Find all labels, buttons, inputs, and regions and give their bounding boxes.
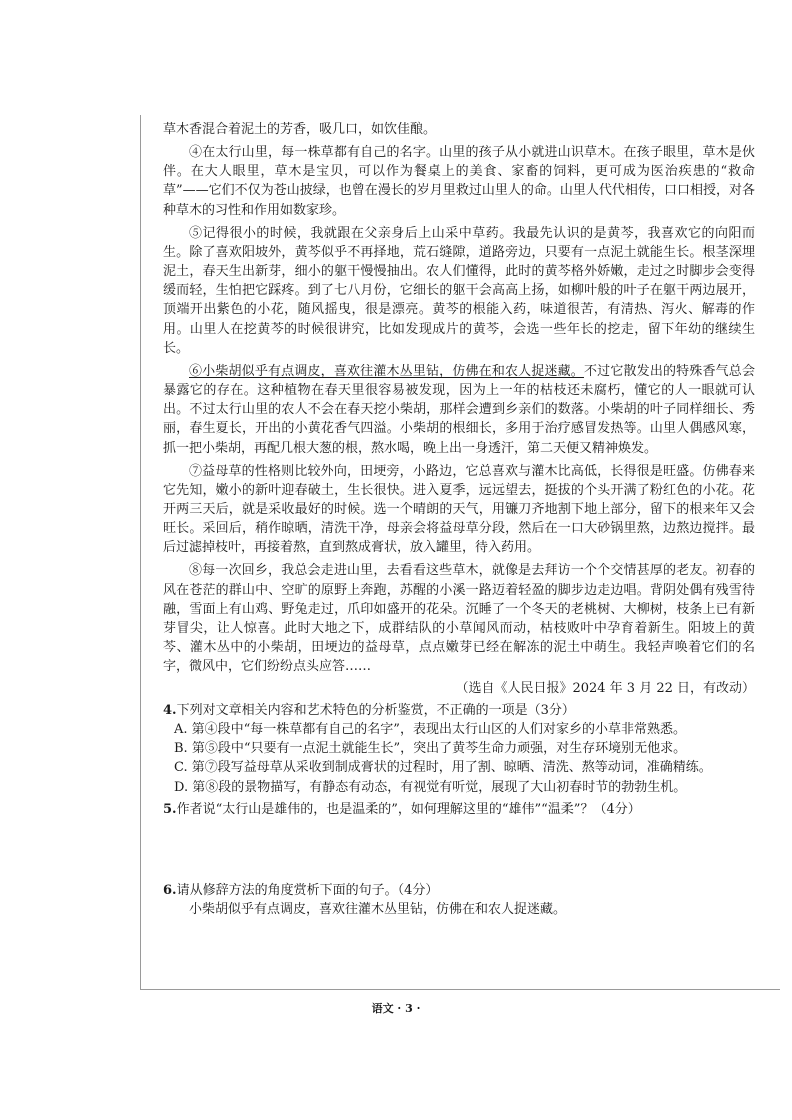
paragraph-7: ⑦益母草的性格则比较外向，田埂旁，小路边，它总喜欢与灌木比高低，长得很是旺盛。仿佛春来它先知，嫩小的新叶迎春破土，生长很快。进入夏季，远远望去，挺拔的个头开满了粉红色的小花。花开两三天后，就是采收最好的时候。选一个晴朗的天气，用镰刀齐地割下地上部分，留下的根来年又会旺长。采回后，稍作晾晒，清洗干净，母亲会将益母草分段，然后在一口大砂锅里熬，边熬边搅拌。最后过滤掉枝叶，再接着熬，直到熬成膏状，放入罐里，待入药用。 [163,463,755,556]
question-4 [163,701,755,720]
paragraph-6 [163,362,755,458]
question-5 [163,800,755,819]
paragraph-8: ⑧每一次回乡，我总会走进山里，去看看这些草木，就像是去拜访一个个交情甚厚的老友。初春的风在苍茫的群山中、空旷的原野上奔跑，苏醒的小溪一路迈着轻盈的脚步边走边唱。背阴处偶有残雪待融，雪面上有山鸡、野兔走过，爪印如盛开的花朵。沉睡了一个冬天的老桃树、大柳树，枝条上已有新芽冒尖，让人惊喜。此时大地之下，成群结队的小草闻风而动，枯枝败叶中孕育着新生。阳坡上的黄芩、灌木丛中的小柴胡，田埂边的益母草，点点嫩芽已经在解冻的泥土中萌生。我轻声唤着它们的名字，微风中，它们纷纷点头应答…… [163,563,755,675]
question-4-option-b: B. 第⑤段中“只要有一点泥土就能生长”，突出了黄芩生命力顽强，对生存环境别无他求。 [174,741,687,757]
question-5-stem: 作者说“太行山是雄伟的，也是温柔的”，如何理解这里的“雄伟”“温柔”？（4分） [176,801,641,817]
question-4-option-d: D. 第⑧段的景物描写，有静态有动态，有视觉有听觉，展现了大山初春时节的勃勃生机。 [174,779,687,795]
paragraph-6-rest: 不过它散发出的特殊香气总会暴露它的存在。这种植物在春天里很容易被发现，因为上一年的枯枝还未腐朽，懂它的人一眼就可认出。不过太行山里的农人不会在春天挖小柴胡，那样会遭到乡亲们的数落。小柴胡的叶子同样细长、秀丽，春生夏长，开出的小黄花香气四溢。小柴胡的根细长，多用于治疗感冒发热等。山里人偶感风寒，抓一把小柴胡，再配几根大葱的根，熬水喝，晚上出一身透汗，第二天便又精神焕发。 [163,363,755,456]
question-4-stem: 下列对文章相关内容和艺术特色的分析鉴赏，不正确的一项是（3分） [176,702,575,718]
question-6 [163,881,755,900]
left-margin-line [140,115,141,990]
question-4-option-a: A. 第④段中“每一株草都有自己的名字”，表现出太行山区的人们对家乡的小草非常熟悉。 [174,722,686,738]
source-citation: （选自《人民日报》2024 年 3 月 22 日，有改动） [455,680,755,696]
question-6-sentence: 小柴胡似乎有点调皮，喜欢往灌木丛里钻，仿佛在和农人捉迷藏。 [189,902,567,918]
question-6-number: 6. [163,883,177,899]
page-content [163,120,755,920]
bottom-border-line [140,989,780,990]
question-6-stem: 请从修辞方法的角度赏析下面的句子。（4分） [176,883,439,899]
paragraph-5: ⑤记得很小的时候，我就跟在父亲身后上山采中草药。我最先认识的是黄芩，我喜欢它的向阳而生。除了喜欢阳坡外，黄芩似乎不再择地，荒石缝隙，道路旁边，只要有一点泥土就能生长。根茎深埋泥土，春天生出新芽，细小的躯干慢慢抽出。农人们懂得，此时的黄芩格外娇嫩，走过之时脚步会变得缓而轻，生怕把它踩疼。到了七八月份，它细长的躯干会高高上扬，如柳叶般的叶子在躯干两边展开，顶端开出紫色的小花，随风摇曳，很是漂亮。黄芩的根能入药，味道很苦，有清热、泻火、解毒的作用。山里人在挖黄芩的时候很讲究，比如发现成片的黄芩，会选一些年长的挖走，留下年幼的继续生长。 [163,225,755,356]
paragraph-4: ④在太行山里，每一株草都有自己的名字。山里的孩子从小就进山识草木。在孩子眼里，草木是伙伴。在大人眼里，草木是宝贝，可以作为餐桌上的美食、家畜的饲料，更可成为医治疾患的“救命草”——它们不仅为苍山披绿，也曾在漫长的岁月里救过山里人的命。山里人代代相传，口口相授，对各种草木的习性和作用如数家珍。 [163,145,755,218]
question-5-number: 5. [163,801,177,817]
paragraph-continuation: 草木香混合着泥土的芳香，吸几口，如饮佳酿。 [163,122,437,137]
page-footer: 语文 · 3 · [371,1002,421,1015]
question-4-option-c: C. 第⑦段写益母草从采收到制成膏状的过程时，用了割、晾晒、清洗、熬等动词，准确精练。 [174,760,712,776]
question-4-number: 4. [163,702,177,718]
underlined-sentence: ⑥小柴胡似乎有点调皮，喜欢往灌木丛里钻，仿佛在和农人捉迷藏。 [189,363,584,379]
